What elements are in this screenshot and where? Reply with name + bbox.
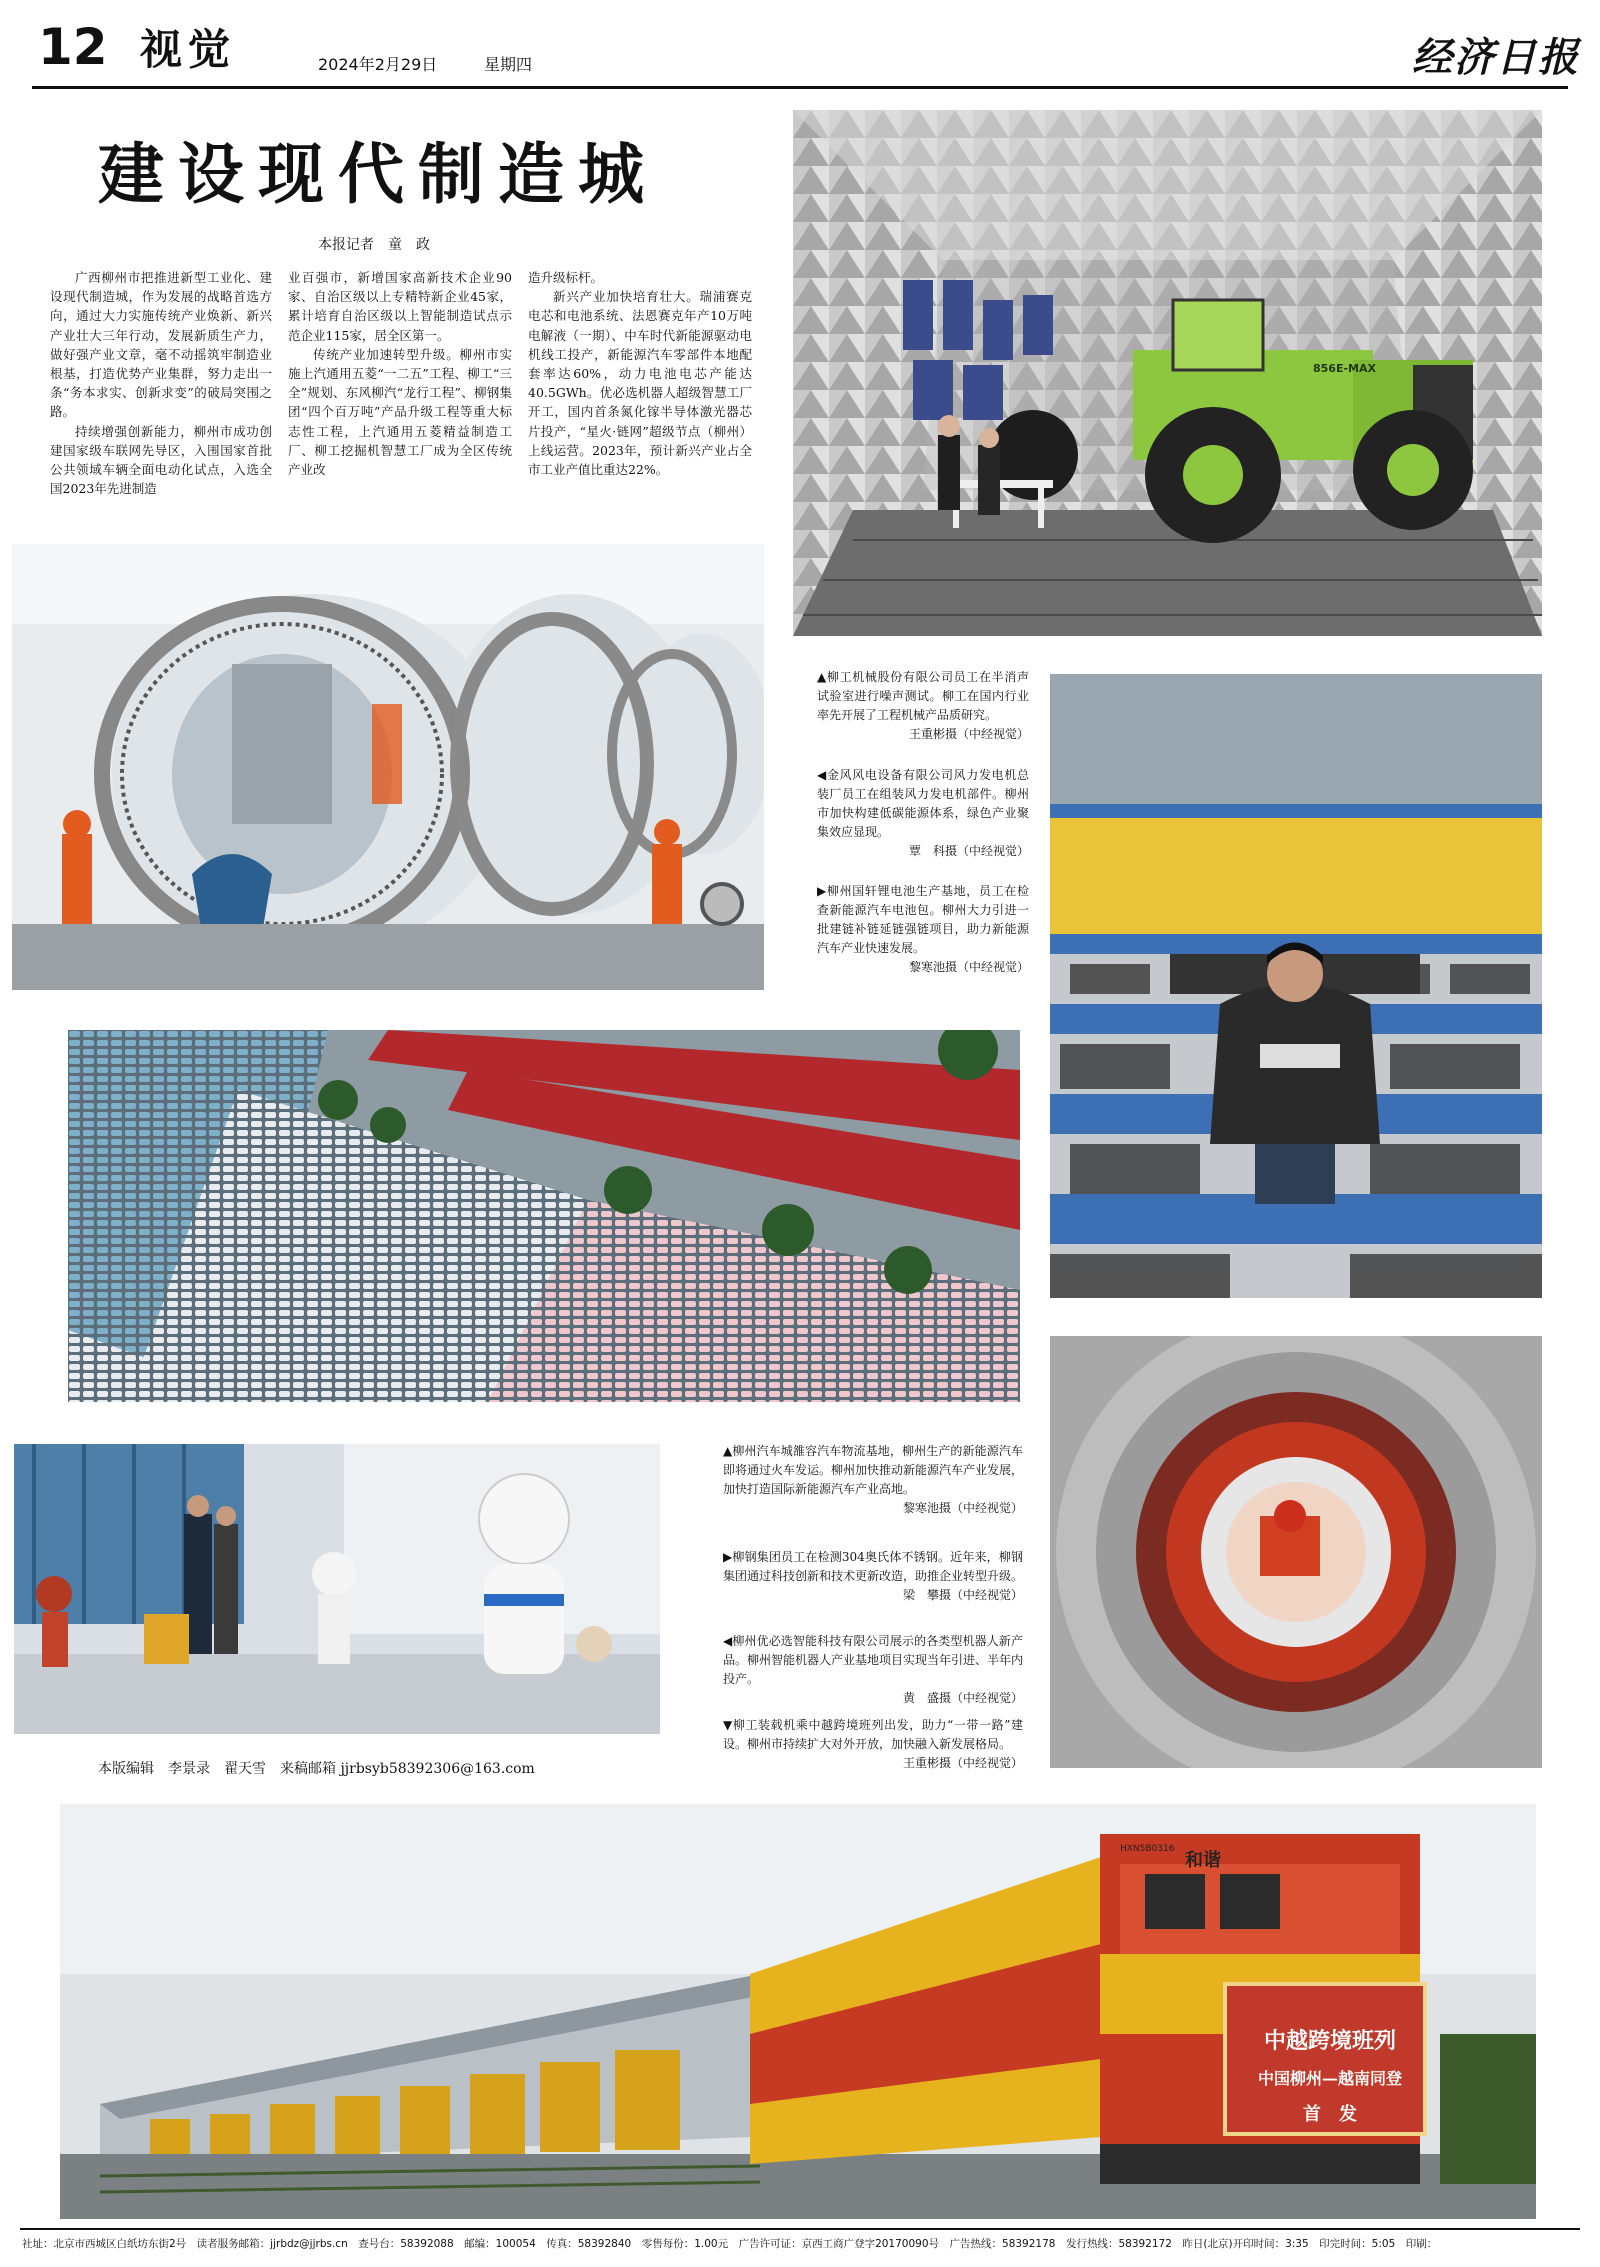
paragraph: 广西柳州市把推进新型工业化、建设现代制造城，作为发展的战略首选方向，通过大力实施传统产业焕新、新兴产业壮大三年行动，发展新质生产力，做好强产业文章，毫不动摇筑牢制造业根基，打造优势产业集群，努力走出一条“务本求实、创新求变”的破局突围之路。 [50,270,272,420]
photo-loader-noise-test [793,110,1542,636]
caption-text: ▲柳工机械股份有限公司员工在半消声试验室进行噪声测试。柳工在国内行业率先开展了工程机械产品质研究。 [817,670,1029,722]
paragraph: 新兴产业加快培育壮大。瑞浦赛克电芯和电池系统、法恩赛克年产10万吨电解液（一期）、中车时代新能源驱动电机线工投产，新能源汽车零部件本地配套率达60%，动力电池电芯产能达40.5GWh。优必选机器人超级智慧工厂开工，国内首条氮化镓半导体激光器芯片投产，“星火·链网”超级节点（柳州）上线运营。2023年，预计新兴产业占全市工业产值比重达22%。 [528,289,752,478]
editors-credit: 本版编辑 李景录 翟天雪 来稿邮箱 jjrbsyb58392306@163.com [98,1761,535,1777]
caption-credit: 王重彬摄（中经视觉） [908,727,1029,741]
caption-steel-inspection [723,1548,1023,1605]
caption-robot-showcase [723,1632,1023,1708]
article-column-2 [288,268,512,479]
caption-credit: 黎寒池摄（中经视觉） [908,960,1029,974]
page-number: 12 [38,18,108,76]
article-column-1 [50,268,272,498]
photo-steel-pipe-inspection [1050,1336,1542,1768]
paragraph: 造升级标杆。 [528,270,604,285]
caption-text: ▼柳工装载机乘中越跨境班列出发，助力“一带一路”建设。柳州市持续扩大对外开放，加快融入新发展格局。 [723,1718,1023,1751]
section-name: 视觉 [140,25,237,74]
paragraph: 业百强市，新增国家高新技术企业90家、自治区级以上专精特新企业45家，累计培育自治区级以上智能制造试点示范企业115家，居全区第一。 [288,270,512,343]
photo-car-logistics [68,1030,1020,1402]
photo-battery-production [1050,674,1542,1298]
caption-credit: 梁 攀摄（中经视觉） [902,1588,1023,1602]
issue-date: 2024年2月29日 [318,55,438,74]
footer-info: 社址：北京市西城区白纸坊东街2号 读者服务邮箱：jjrbdz@jjrbs.cn 查号台：58392088 邮编：100054 传真：58392840 零售每份：1.00元 广告许可证：京西工商广登字20170090号 广告热线：58392178 发行热线：58392172 昨日(北京)开印时间：3:35 印完时间：5:05 印刷： [22,2238,1438,2250]
masthead-logo: 经济日报 [1412,34,1580,81]
train-sign-title: 中越跨境班列 [1263,2028,1396,2054]
paragraph: 持续增强创新能力，柳州市成功创建国家级车联网先导区，入围国家首批公共领域车辆全面电动化试点，入选全国2023年先进制造 [50,423,272,497]
caption-battery-plant [817,882,1029,977]
caption-credit: 覃 科摄（中经视觉） [908,844,1029,858]
caption-text: ◀柳州优必选智能科技有限公司展示的各类型机器人新产品。柳州智能机器人产业基地项目实现当年引进、半年内投产。 [723,1634,1024,1686]
caption-text: ▶柳州国轩锂电池生产基地，员工在检查新能源汽车电池包。柳州大力引进一批建链补链延链强链项目，助力新能源汽车产业快速发展。 [817,884,1029,955]
caption-text: ▶柳钢集团员工在检测304奥氏体不锈钢。近年来，柳钢集团通过科技创新和技术更新改造，助推企业转型升级。 [723,1550,1024,1583]
caption-credit: 黎寒池摄（中经视觉） [902,1501,1023,1515]
train-sign-inaugural: 首 发 [1303,2104,1357,2125]
caption-credit: 王重彬摄（中经视觉） [902,1756,1023,1770]
train-logo-text: 和谐 [1185,1850,1221,1871]
caption-text: ◀金风风电设备有限公司风力发电机总装厂员工在组装风力发电机部件。柳州市加快构建低碳能源体系，绿色产业聚集效应显现。 [817,768,1029,839]
caption-car-logistics [723,1442,1023,1518]
issue-weekday: 星期四 [484,55,533,74]
train-sign-route: 中国柳州—越南同登 [1257,2069,1402,2088]
caption-cross-border-train [723,1716,1023,1773]
loader-model-label: 856E-MAX [1313,362,1376,375]
caption-loader-noise-test [817,668,1029,744]
photo-wind-turbine-assembly [12,544,764,990]
article-byline: 本报记者 童 政 [318,237,430,253]
article-column-3 [528,268,752,479]
train-number: HXN5B0316 [1120,1844,1175,1854]
caption-text: ▲柳州汽车城雒容汽车物流基地，柳州生产的新能源汽车即将通过火车发运。柳州加快推动新能源汽车产业发展，加快打造国际新能源汽车产业高地。 [723,1444,1024,1496]
photo-cross-border-train [60,1804,1536,2219]
caption-wind-turbine [817,766,1029,861]
photo-robot-showcase [14,1444,660,1734]
header-rule [32,86,1568,89]
article-title: 建设现代制造城 [98,135,658,213]
footer-rule [20,2228,1580,2230]
caption-credit: 黄 盛摄（中经视觉） [902,1691,1023,1705]
paragraph: 传统产业加速转型升级。柳州市实施上汽通用五菱“一二五”工程、柳工“三全”规划、东风柳汽“龙行工程”、柳钢集团“四个百万吨”产品升级工程等重大标志性工程，上汽通用五菱精益制造工厂、柳工挖掘机智慧工厂成为全区传统产业改 [288,346,512,478]
